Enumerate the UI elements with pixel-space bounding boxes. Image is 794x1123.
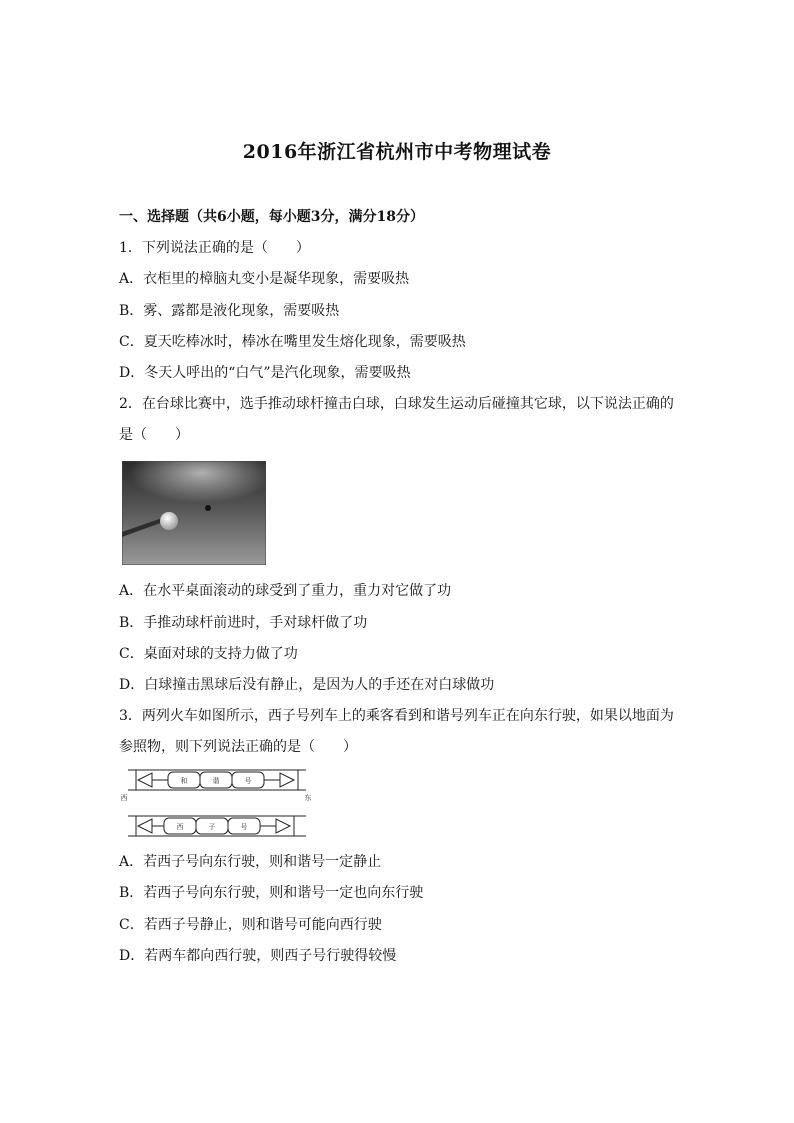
train1-car1-label: 和: [180, 777, 188, 785]
east-label: 东: [304, 794, 312, 802]
q2-option-b: B．手推动球杆前进时，手对球杆做了功: [119, 615, 368, 631]
train1-car3-label: 号: [244, 777, 252, 785]
section-heading: 一、选择题（共6小题，每小题3分，满分18分）: [119, 209, 424, 225]
billiards-photo: [122, 461, 266, 565]
q1-option-a: A．衣柜里的樟脑丸变小是凝华现象，需要吸热: [119, 271, 410, 287]
q1-option-b: B．雾、露都是液化现象，需要吸热: [119, 303, 340, 319]
exam-title: 2016年浙江省杭州市中考物理试卷: [242, 141, 552, 163]
white-ball: [160, 512, 178, 530]
q3-option-a: A．若西子号向东行驶，则和谐号一定静止: [119, 854, 382, 870]
train2-car1-label: 西: [176, 823, 184, 831]
q1-option-d: D．冬天人呼出的“白气”是汽化现象，需要吸热: [119, 365, 411, 381]
q2-option-c: C．桌面对球的支持力做了功: [119, 646, 298, 662]
west-label: 西: [120, 794, 128, 802]
q3-stem-line1: 3．两列火车如图所示，西子号列车上的乘客看到和谐号列车正在向东行驶，如果以地面为: [119, 708, 674, 724]
train2-car2-label: 子: [208, 823, 216, 831]
q3-option-c: C．若西子号静止，则和谐号可能向西行驶: [119, 917, 382, 933]
trains-diagram: [118, 768, 314, 840]
q1-stem: 1．下列说法正确的是（ ）: [119, 240, 310, 256]
q2-stem-line2: 是（ ）: [119, 427, 189, 443]
q2-stem-line1: 2．在台球比赛中，选手推动球杆撞击白球，白球发生运动后碰撞其它球，以下说法正确的: [119, 396, 674, 412]
q3-option-d: D．若两车都向西行驶，则西子号行驶得较慢: [119, 948, 397, 964]
train2-car3-label: 号: [240, 823, 248, 831]
q2-option-a: A．在水平桌面滚动的球受到了重力，重力对它做了功: [119, 583, 452, 599]
train1-car2-label: 谐: [212, 777, 220, 785]
q3-option-b: B．若西子号向东行驶，则和谐号一定也向东行驶: [119, 885, 424, 901]
black-ball: [205, 505, 211, 511]
q1-option-c: C．夏天吃棒冰时，棒冰在嘴里发生熔化现象，需要吸热: [119, 334, 466, 350]
q2-option-d: D．白球撞击黑球后没有静止，是因为人的手还在对白球做功: [119, 677, 495, 693]
q3-stem-line2: 参照物，则下列说法正确的是（ ）: [119, 739, 357, 755]
